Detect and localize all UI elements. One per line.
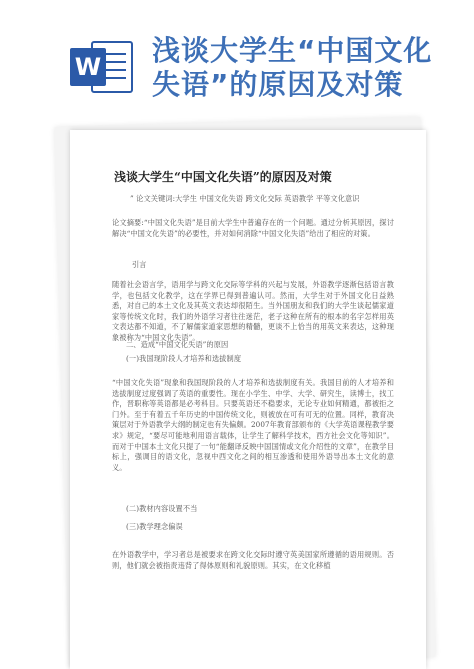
last-paragraph: 在外语教学中，学习者总是被要求在跨文化交际时遵守英美国家所遵循的语用规则。否则，他们就会被指责违背了得体原则和礼貌原则。其实，在文化移植 — [112, 550, 394, 570]
intro-heading: 引言 — [132, 260, 147, 269]
header-banner — [0, 0, 474, 110]
subsection1-heading: (一)我国现阶段人才培养和选拔制度 — [126, 354, 242, 363]
keywords-line: ” 论文关键词:大学生 中国文化失语 跨文化交际 英语教学 平等文化意识 — [130, 194, 360, 203]
intro-paragraph: 随着社会语言学，语用学与跨文化交际等学科的兴起与发展，外语教学逐渐包括语言教学，也包括文化教学，这在学界已得到普遍认可。然而，大学生对于外国文化日益熟悉，对自己的本土文化及其英文表达却很陌生。当外国朋友和我们的大学生谈起儒家道家等传统文化时，我们的外语学习者往往迷茫，老子这种在所有的根本的名字怎样用英文表达都不知道，不了解儒家道家思想的精髓，更谈不上恰当的用英文来表达，这种现象被称为“中国文化失语”。 — [112, 280, 394, 342]
section2-heading: 二、造成“中国文化失语”的原因 — [126, 340, 229, 349]
document-title: 浅谈大学生“中国文化失语”的原因及对策 — [114, 170, 332, 184]
document-page — [70, 130, 426, 669]
svg-text:W: W — [74, 53, 102, 81]
subsection1-paragraph: “中国文化失语”现象和我国现阶段的人才培养和选拔制度有关。我国目前的人才培养和选拔制度过度强调了英语的重要性。现在小学生、中学、大学、研究生，读博士，找工作，晋职称等英语都是必考科目。只要英语还不稳要求，无论专业如何精通，都被拒之门外。至于有着五千年历史的中国传统文化，则被放在可有可无的位置。同样，教育决策层对于外语教学大纲的制定也有失偏颇。2007年教育部颁布的《大学英语课程教学要求》规定，“要尽可能地利用语言载体，让学生了解科学技术，西方社会文化等知识”。而对于中国本土文化只提了一句“能翻译反映中国国情或文化介绍性的文章”，在教学目标上，强调目的语文化，忽视中西文化之间的相互渗透和使用外语导出本土文化的意义。 — [112, 378, 394, 472]
abstract-paragraph: 论文摘要:“中国文化失语”是目前大学生中普遍存在的一个问题。通过分析其原因，探讨解决“中国文化失语”的必要性，并对如何消除“中国文化失语”给出了相应的对策。 — [112, 218, 394, 238]
word-icon — [70, 38, 134, 96]
subsection2-heading: (二)教材内容设置不当 — [126, 504, 198, 513]
banner-title: 浅谈大学生“中国文化失语”的原因及对策 — [152, 34, 433, 101]
subsection3-heading: (三)教学理念偏误 — [126, 522, 183, 531]
